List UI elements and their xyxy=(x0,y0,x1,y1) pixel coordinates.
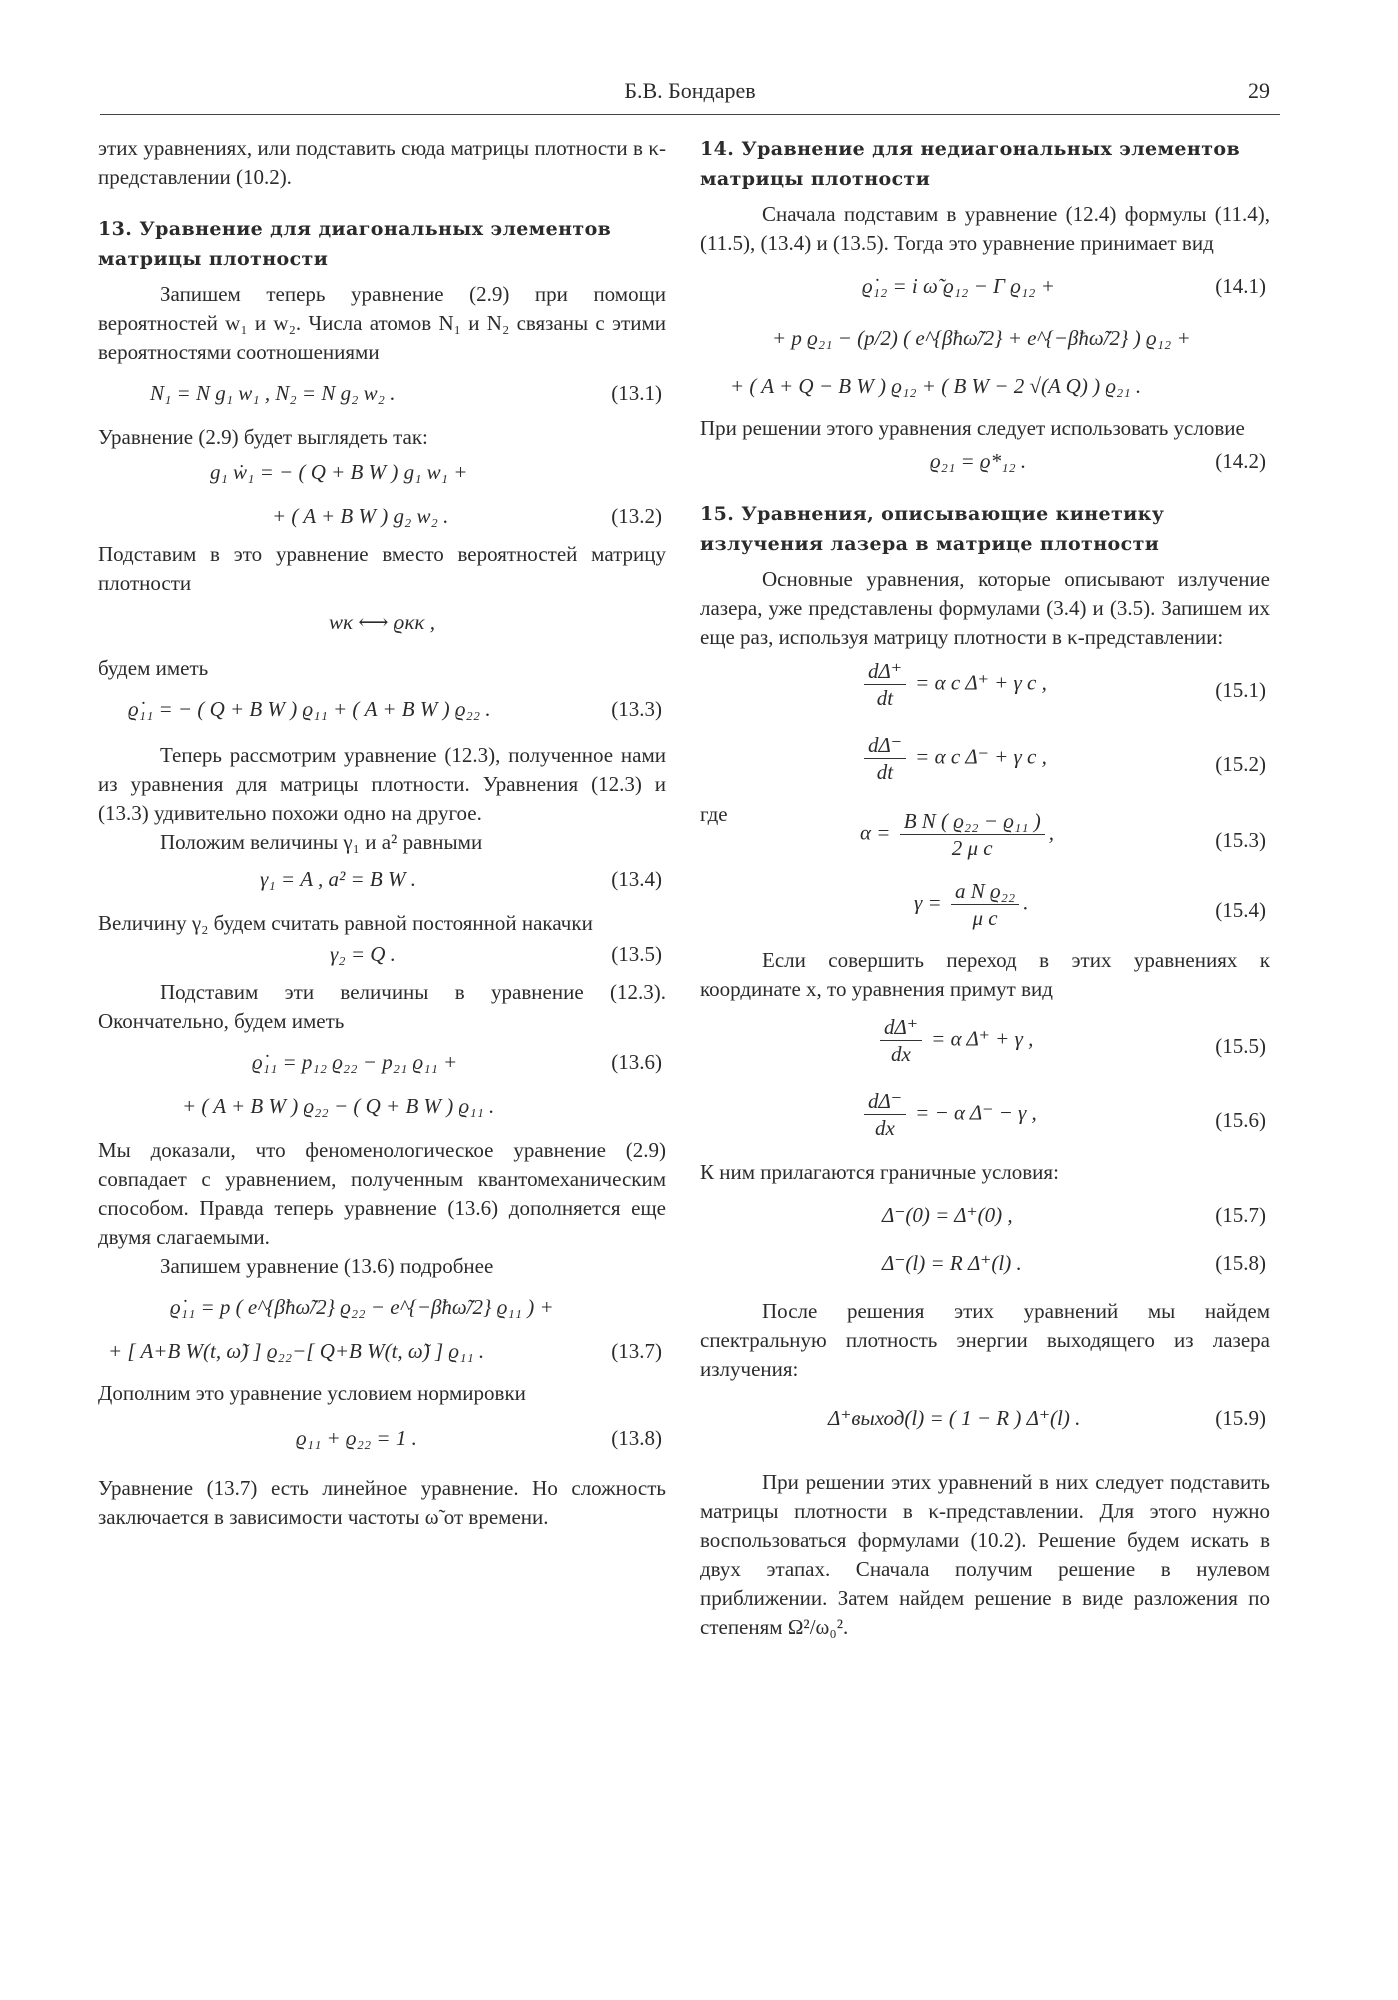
numerator: dΔ⁺ xyxy=(864,658,906,685)
equation-13-2b xyxy=(98,496,666,540)
numerator: a N ϱ₂₂ xyxy=(951,878,1019,905)
equation-number: (15.1) xyxy=(1215,678,1266,702)
paragraph: Величину γ₂ будем считать равной постоянной накачки xyxy=(98,911,593,935)
denominator: 2 μ c xyxy=(951,836,993,860)
left-column xyxy=(98,134,666,1532)
equation-body: wκ ⟷ ϱκκ , xyxy=(328,610,435,634)
equation-14-1a xyxy=(700,258,1270,314)
equation-lhs: α = xyxy=(860,820,891,845)
equation-body: Δ⁻(l) = R Δ⁺(l) . xyxy=(882,1251,1022,1275)
equation-body xyxy=(876,1014,1033,1067)
page-header xyxy=(100,78,1280,115)
equation-body: ϱ̇₁₁ = p₁₂ ϱ₂₂ − p₂₁ ϱ₁₁ + xyxy=(252,1050,458,1074)
page-number: 29 xyxy=(1248,78,1270,103)
numerator: dΔ⁻ xyxy=(864,732,906,759)
equation-number: (15.6) xyxy=(1215,1108,1266,1132)
equation-15-2 xyxy=(700,730,1270,802)
equation-body: + ( A + B W ) g₂ w₂ . xyxy=(272,504,449,528)
equation-15-5 xyxy=(700,1004,1270,1084)
equation-15-1 xyxy=(700,652,1270,730)
equation-14-1c xyxy=(700,366,1270,414)
equation-body xyxy=(860,658,1047,711)
equation-number: (13.7) xyxy=(611,1339,662,1363)
equation-13-1 xyxy=(98,367,666,423)
equation-number: (13.3) xyxy=(611,697,662,721)
equation-rhs: = α Δ⁺ + γ , xyxy=(931,1026,1034,1051)
section-heading-14: 14. Уравнение для недиагональных элементов матрицы плотности xyxy=(700,138,1241,190)
equation-body: γ₁ = A , a² = B W . xyxy=(260,867,416,891)
equation-number: (15.5) xyxy=(1215,1034,1266,1058)
equation-number: (13.6) xyxy=(611,1050,662,1074)
equation-rhs: = − α Δ⁻ − γ , xyxy=(915,1100,1037,1125)
paragraph: Запишем теперь уравнение (2.9) при помощи вероятностей w₁ и w₂. Числа атомов N₁ и N₂ связаны с этими вероятностями соотношениями xyxy=(98,282,666,364)
paragraph: Уравнение (13.7) есть линейное уравнение. Но сложность заключается в зависимости частоты ω̃ от времени. xyxy=(98,1476,666,1529)
equation-rhs: = α c Δ⁺ + γ c , xyxy=(915,670,1047,695)
equation-13-3 xyxy=(98,683,666,741)
denominator: dt xyxy=(876,760,894,784)
equation-body: γ = $\frac{\text{a N ϱ₂₂}}{\text{μ c}}$ . xyxy=(914,879,1029,930)
equation-number: (15.8) xyxy=(1215,1251,1266,1275)
equation-body: ϱ̇₁₁ = − ( Q + B W ) ϱ₁₁ + ( A + B W ) ϱ₂₂ . xyxy=(128,697,491,721)
equation-15-4 xyxy=(700,874,1270,946)
numerator: dΔ⁻ xyxy=(864,1088,906,1115)
paragraph: Сначала подставим в уравнение (12.4) формулы (11.4), (11.5), (13.4) и (13.5). Тогда это уравнение принимает вид xyxy=(700,202,1270,255)
paragraph: этих уравнениях, или подставить сюда матрицы плотности в κ-представлении (10.2). xyxy=(98,136,666,189)
section-heading-13: 13. Уравнение для диагональных элементов матрицы плотности xyxy=(98,218,612,270)
equation-rhs: = α c Δ⁻ + γ c , xyxy=(915,744,1047,769)
equation-body: γ₂ = Q . xyxy=(330,942,396,966)
equation-14-1b xyxy=(700,314,1270,366)
numerator: dΔ⁺ xyxy=(880,1014,922,1041)
fraction xyxy=(864,1088,906,1141)
denominator: dt xyxy=(876,686,894,710)
equation-15-8 xyxy=(700,1241,1270,1297)
equation-body: Δ⁻(0) = Δ⁺(0) , xyxy=(882,1203,1013,1227)
denominator: μ c xyxy=(972,906,998,930)
equation-13-4 xyxy=(98,857,666,909)
equation-number: (15.9) xyxy=(1215,1406,1266,1430)
paragraph: Подставим эти величины в уравнение (12.3). Окончательно, будем иметь xyxy=(98,980,666,1033)
equation-13-7a xyxy=(98,1281,666,1333)
equation-body: + ( A + B W ) ϱ₂₂ − ( Q + B W ) ϱ₁₁ . xyxy=(182,1094,495,1118)
paragraph: К ним прилагаются граничные условия: xyxy=(700,1160,1059,1184)
equation-number: (13.4) xyxy=(611,867,662,891)
paragraph: Запишем уравнение (13.6) подробнее xyxy=(160,1254,494,1278)
equation-13-5 xyxy=(98,938,666,978)
equation-number: (14.2) xyxy=(1215,449,1266,473)
equation-lhs: γ = xyxy=(914,890,942,915)
numerator: B N ( ϱ₂₂ − ϱ₁₁ ) xyxy=(900,808,1045,835)
equation-number: (13.5) xyxy=(611,942,662,966)
equation-body: ϱ₁₁ + ϱ₂₂ = 1 . xyxy=(296,1426,417,1450)
fraction xyxy=(864,732,906,785)
equation-body: ϱ̇₁₁ = p ( e^{βħω̃/2} ϱ₂₂ − e^{−βħω̃/2} ϱ₁₁ ) + xyxy=(170,1295,554,1319)
equation-body: ϱ̇₁₂ = i ω̃ ϱ₁₂ − Γ ϱ₁₂ + xyxy=(862,274,1055,298)
equation-body: α = $\frac{\text{B N ( ϱ₂₂ − ϱ₁₁ )}}{\text{2 μ c}}$ , xyxy=(860,809,1054,860)
equation-body: g₁ ẇ₁ = − ( Q + B W ) g₁ w₁ + xyxy=(210,460,468,484)
equation-w-rho xyxy=(98,598,666,654)
running-title: Б.В. Бондарев xyxy=(624,78,756,103)
paragraph: После решения этих уравнений мы найдем спектральную плотность энергии выходящего из лазера излучения: xyxy=(700,1299,1270,1381)
equation-body: + [ A+B W(t, ω̃) ] ϱ₂₂−[ Q+B W(t, ω̃) ] ϱ₁₁ . xyxy=(108,1339,485,1363)
equation-15-3 xyxy=(700,802,1270,874)
paragraph: При решении этих уравнений в них следует подставить матрицы плотности в κ-представлении. Для этого нужно воспользоваться формулами (10.2). Решение будем искать в двух этапах. Сначала получим решение в нулевом приближении. Затем найдем решение в виде разложения по степеням Ω²/ω₀². xyxy=(700,1470,1270,1639)
equation-14-2 xyxy=(700,443,1270,499)
fraction xyxy=(864,658,906,711)
equation-body: N₁ = N g₁ w₁ , N₂ = N g₂ w₂ . xyxy=(150,381,396,405)
equation-number: (15.2) xyxy=(1215,752,1266,776)
fraction xyxy=(880,1014,922,1067)
equation-13-6b xyxy=(98,1088,666,1136)
equation-13-2a xyxy=(98,452,666,496)
denominator: dx xyxy=(875,1116,895,1140)
fraction xyxy=(900,808,1045,861)
paragraph: Уравнение (2.9) будет выглядеть так: xyxy=(98,425,428,449)
paragraph: При решении этого уравнения следует использовать условие xyxy=(700,416,1245,440)
equation-number: (14.1) xyxy=(1215,274,1266,298)
paragraph: Теперь рассмотрим уравнение (12.3), полученное нами из уравнения для матрицы плотности. Уравнения (12.3) и (13.3) удивительно похожи одно на другое. xyxy=(98,743,666,825)
right-column xyxy=(700,134,1270,1642)
equation-body xyxy=(860,1088,1037,1141)
equation-13-7b xyxy=(98,1333,666,1379)
equation-number: (15.3) xyxy=(1215,828,1266,852)
equation-body: ϱ₂₁ = ϱ*₁₂ . xyxy=(930,449,1027,473)
section-heading-15: 15. Уравнения, описывающие кинетику излучения лазера в матрице плотности xyxy=(700,503,1165,555)
equation-number: (15.4) xyxy=(1215,898,1266,922)
equation-number: (13.1) xyxy=(611,381,662,405)
equation-body: + ( A + Q − B W ) ϱ₁₂ + ( B W − 2 √(A Q) ) ϱ₂₁ . xyxy=(730,374,1142,398)
equation-number: (15.7) xyxy=(1215,1203,1266,1227)
paragraph: Подставим в это уравнение вместо вероятностей матрицу плотности xyxy=(98,542,666,595)
denominator: dx xyxy=(891,1042,911,1066)
where-word: где xyxy=(700,802,728,826)
equation-body: + p ϱ₂₁ − (p/2) ( e^{βħω̃/2} + e^{−βħω̃/2} ) ϱ₁₂ + xyxy=(772,326,1191,350)
paragraph: Мы доказали, что феноменологическое уравнение (2.9) совпадает с уравнением, полученным квантомеханическим способом. Правда теперь уравнение (13.6) дополняется еще двумя слагаемыми. xyxy=(98,1138,666,1249)
paragraph: Положим величины γ₁ и a² равными xyxy=(160,830,483,854)
equation-13-6a xyxy=(98,1036,666,1088)
equation-13-8 xyxy=(98,1408,666,1474)
equation-body xyxy=(860,732,1047,785)
paragraph: будем иметь xyxy=(98,656,209,680)
paragraph: Если совершить переход в этих уравнениях к координате x, то уравнения примут вид xyxy=(700,948,1270,1001)
equation-body: Δ⁺выход(l) = ( 1 − R ) Δ⁺(l) . xyxy=(828,1406,1081,1430)
equation-15-6 xyxy=(700,1084,1270,1158)
equation-number: (13.8) xyxy=(611,1426,662,1450)
equation-number: (13.2) xyxy=(611,504,662,528)
equation-15-7 xyxy=(700,1187,1270,1241)
equation-15-9 xyxy=(700,1384,1270,1468)
paragraph: Основные уравнения, которые описывают излучение лазера, уже представлены формулами (3.4) и (3.5). Запишем их еще раз, используя матрицу плотности в κ-представлении: xyxy=(700,567,1270,649)
paragraph: Дополним это уравнение условием нормировки xyxy=(98,1381,526,1405)
fraction xyxy=(951,878,1019,931)
